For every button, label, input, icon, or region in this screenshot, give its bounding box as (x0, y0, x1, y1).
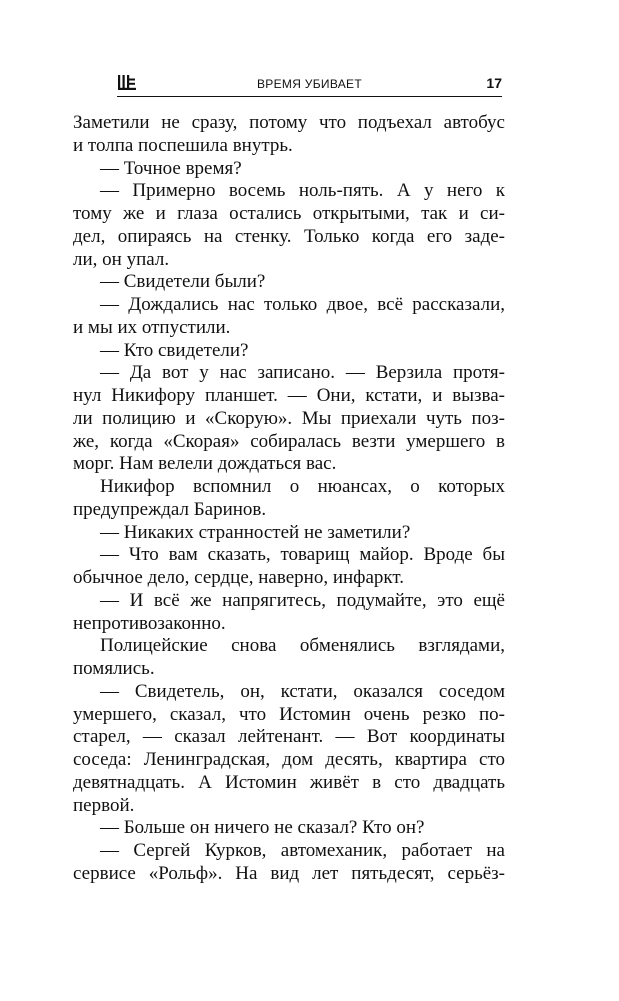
text-line: — Свидетели были? (100, 271, 266, 293)
text-line: ли, он упал. (73, 248, 170, 270)
text-line: тому же и глаза остались открытыми, так и си- (73, 203, 505, 224)
text-line: Заметили не сразу, потому что подъехал автобус (73, 112, 505, 133)
text-line: Полицейские снова обменялись взглядами, (100, 635, 505, 657)
text-line: сервисе «Рольф». На вид лет пятьдесят, серьёз- (73, 862, 505, 884)
text-line: нул Никифору планшет. — Они, кстати, и вызва- (73, 385, 505, 406)
text-line: — Примерно восемь ноль-пять. А у него к (100, 180, 505, 202)
text-line: — Больше он ничего не сказал? Кто он? (100, 817, 425, 839)
text-line: первой. (73, 794, 135, 816)
text-line: и толпа поспешила внутрь. (73, 134, 293, 156)
text-line: соседа: Ленинградская, дом десять, квартира сто (73, 749, 505, 770)
text-line: и мы их отпустили. (73, 316, 231, 338)
page-number: 17 (486, 75, 502, 91)
text-line: морг. Нам велели дождаться вас. (73, 453, 337, 475)
text-line: Никифор вспомнил о нюансах, о которых (100, 476, 505, 497)
text-line: — Никаких странностей не заметили? (100, 521, 411, 543)
text-line: — Точное время? (100, 157, 242, 179)
text-line: умершего, сказал, что Истомин очень резко по- (73, 703, 505, 725)
text-line: — И всё же напрягитесь, подумайте, это ещё (100, 589, 505, 611)
text-line: старел, — сказал лейтенант. — Вот координаты (73, 726, 505, 748)
text-line: же, когда «Скорая» собиралась везти умершего в (73, 430, 505, 452)
text-line: — Что вам сказать, товарищ майор. Вроде бы (100, 544, 505, 566)
running-header (117, 74, 502, 94)
text-line: предупреждал Баринов. (73, 498, 267, 520)
text-line: помялись. (73, 658, 155, 679)
text-line: — Да вот у нас записано. — Верзила протя- (100, 362, 505, 384)
running-title: ВРЕМЯ УБИВАЕТ (257, 77, 362, 91)
text-line: ли полицию и «Скорую». Мы приехали чуть поз- (73, 407, 505, 429)
text-line: обычное дело, сердце, наверно, инфаркт. (73, 567, 405, 588)
text-line: дел, опираясь на стенку. Только когда его заде- (73, 225, 505, 247)
page-body-text (73, 112, 505, 886)
text-line: девятнадцать. А Истомин живёт в сто двадцать (73, 771, 505, 793)
text-line: — Кто свидетели? (100, 339, 249, 361)
text-line: — Дождались нас только двое, всё рассказали, (100, 294, 505, 315)
text-line: непротивозаконно. (73, 612, 226, 634)
text-line: — Свидетель, он, кстати, оказался соседом (100, 680, 505, 702)
text-line: — Сергей Курков, автомеханик, работает на (100, 840, 505, 861)
header-divider (117, 96, 502, 97)
